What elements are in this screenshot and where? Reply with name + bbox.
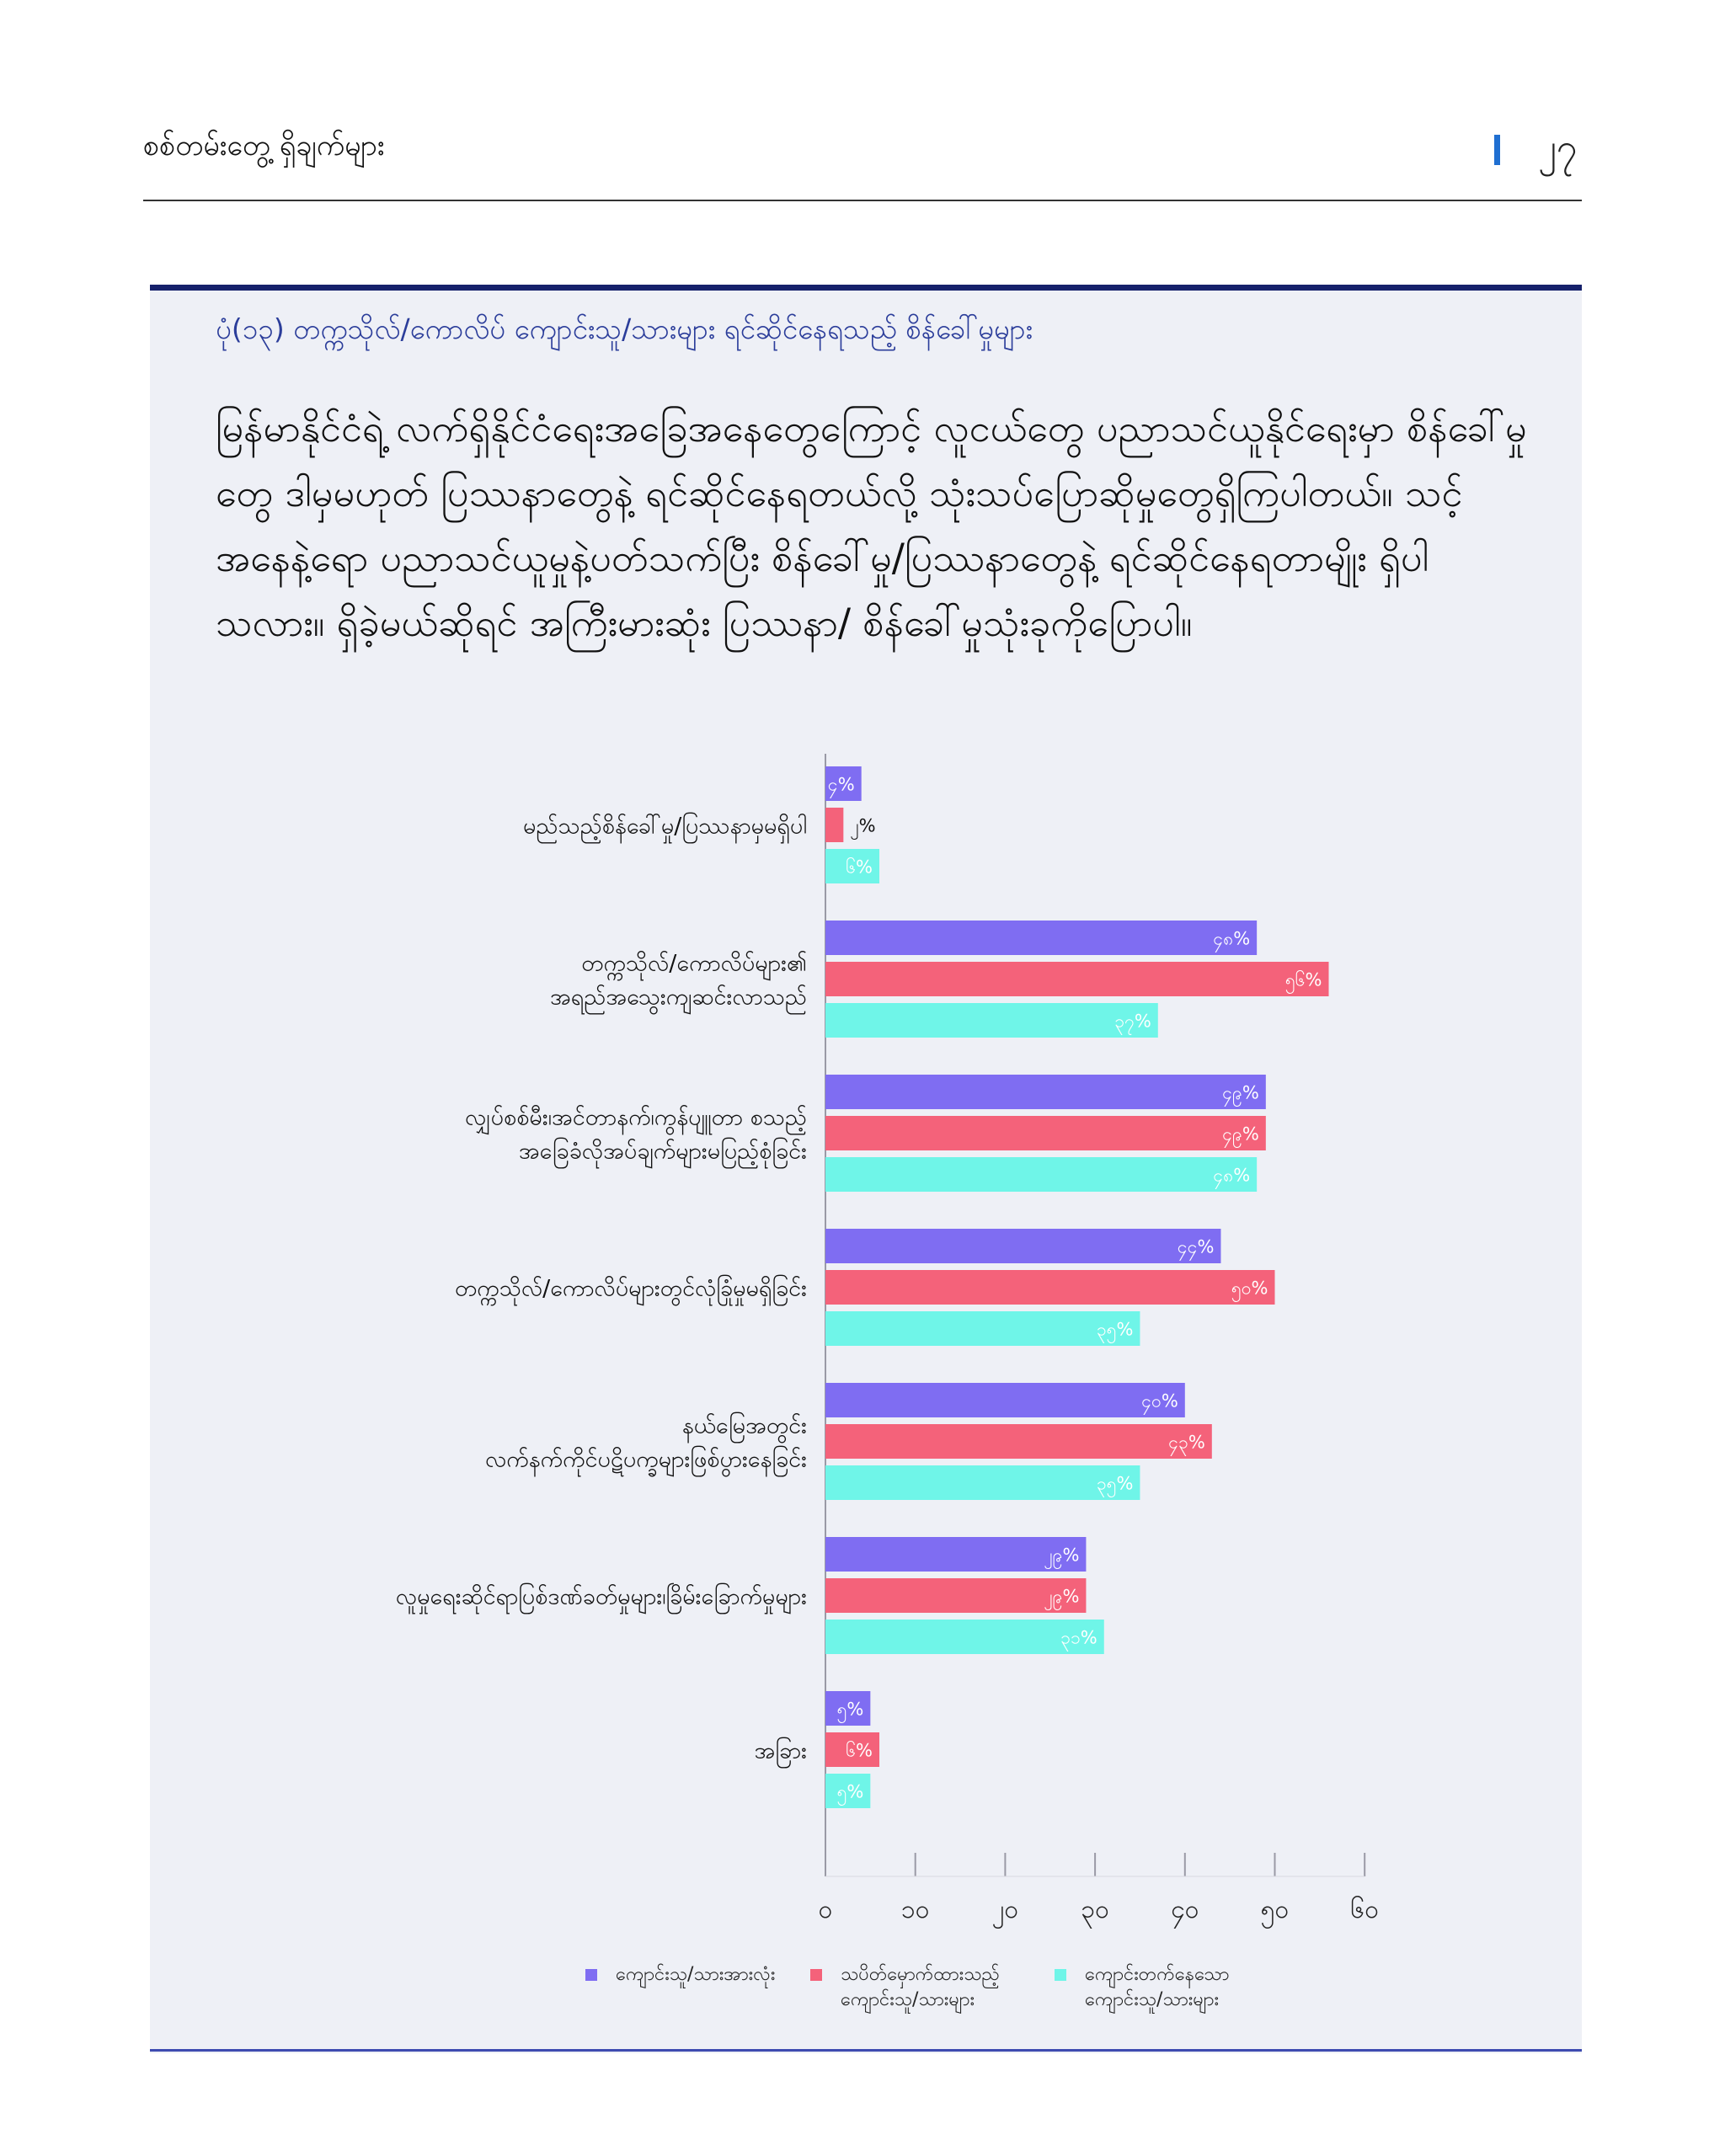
- bar-value-label: ၅%: [836, 1699, 864, 1720]
- bar-value-label: ၅၀%: [1231, 1278, 1268, 1299]
- bar-value-label: ၄၉%: [1222, 1082, 1259, 1103]
- bar-all-students: [825, 1383, 1185, 1417]
- bar-value-label: ၄၄%: [1177, 1236, 1215, 1257]
- bar-value-label: ၃၅%: [1096, 1473, 1134, 1494]
- legend-swatch-attending: [1055, 1969, 1066, 1981]
- bar-value-label: ၄၀%: [1141, 1390, 1178, 1412]
- figure-caption: ပုံ(၁၃) တက္ကသိုလ်/ကောလိပ် ကျောင်းသူ/သားများ ရင်ဆိုင်နေရသည့် စိန်ခေါ်မှုများ: [216, 312, 1033, 345]
- bar-strikers: [825, 1270, 1275, 1305]
- bar-strikers: [825, 962, 1329, 996]
- bar-value-label: ၅%: [836, 1781, 864, 1802]
- legend-swatch-strikers: [810, 1969, 822, 1981]
- category-label: အခြား: [754, 1737, 807, 1764]
- bar-value-label: ၃၇%: [1114, 1011, 1151, 1032]
- category-label: လျှပ်စစ်မီး၊အင်တာနက်၊ကွန်ပျူတာ စသည့်: [465, 1104, 807, 1131]
- section-title: စစ်တမ်းတွေ့ ရှိချက်များ: [143, 129, 385, 163]
- bar-value-label: ၄%: [827, 774, 855, 795]
- x-tick-label: ၆၀: [1350, 1895, 1380, 1924]
- bar-all-students: [825, 1229, 1220, 1263]
- bar-value-label: ၄၈%: [1213, 1165, 1251, 1186]
- x-tick-label: ၀: [818, 1895, 833, 1924]
- bar-value-label: ၂%: [850, 815, 876, 836]
- bar-value-label: ၄၈%: [1213, 928, 1251, 949]
- bar-value-label: ၆%: [846, 1740, 873, 1761]
- category-label: လက်နက်ကိုင်ပဋိပက္ခများဖြစ်ပွားနေခြင်း: [484, 1446, 807, 1473]
- bar-strikers: [825, 1116, 1266, 1150]
- category-label: မည်သည့်စိန်ခေါ်မှု/ပြဿနာမှမရှိပါ: [522, 813, 807, 840]
- legend-label-line: ကျောင်းသူ/သားအားလုံး: [616, 1964, 776, 1985]
- legend-label-line: ကျောင်းသူ/သားများ: [1085, 1989, 1220, 2010]
- bar-value-label: ၃၅%: [1096, 1319, 1134, 1340]
- legend-label-line: သပိတ်မှောက်ထားသည့်: [841, 1964, 1000, 1985]
- survey-question: မြန်မာနိုင်ငံရဲ့ လက်ရှိနိုင်ငံရေးအခြေအနေတွေကြောင့် လူငယ်တွေ ပညာသင်ယူနိုင်ရေးမှာ စိန်ခေါ်မှုတွေ ဒါမှမဟုတ် ပြဿနာတွေနဲ့ ရင်ဆိုင်နေရတယ်လို့ သုံးသပ်ပြောဆိုမှုတွေရှိကြပါတယ်။ သင့်အနေနဲ့ရော ပညာသင်ယူမှုနဲ့ပတ်သက်ပြီး စိန်ခေါ်မှု/ပြဿနာတွေနဲ့ ရင်ဆိုင်နေရတာမျိုး ရှိပါသလား။ ရှိခဲ့မယ်ဆိုရင် အကြီးမားဆုံး ပြဿနာ/ စိန်ခေါ်မှုသုံးခုကိုပြောပါ။: [216, 406, 1527, 645]
- bar-value-label: ၂၉%: [1044, 1545, 1080, 1566]
- legend-label-line: ကျောင်းသူ/သားများ: [841, 1989, 975, 2010]
- bar-all-students: [825, 1075, 1266, 1109]
- bar-attending: [825, 1311, 1140, 1346]
- category-label: အရည်အသွေးကျဆင်းလာသည်: [550, 984, 807, 1011]
- legend-swatch-all-students: [585, 1969, 597, 1981]
- bar-value-label: ၅၆%: [1284, 969, 1322, 990]
- legend-label-line: ကျောင်းတက်နေသော: [1085, 1964, 1230, 1985]
- x-tick-label: ၂၀: [991, 1895, 1019, 1924]
- category-label: တက္ကသိုလ်/ကောလိပ်များ၏: [581, 950, 807, 977]
- page-number: ၂၇: [1538, 126, 1578, 169]
- x-tick-label: ၁၀: [900, 1895, 930, 1924]
- bar-attending: [825, 1465, 1140, 1500]
- category-label: တက္ကသိုလ်/ကောလိပ်များတွင်လုံခြုံမှုမရှိခြင်း: [455, 1275, 807, 1302]
- bar-strikers: [825, 1424, 1212, 1459]
- bar-value-label: ၃၁%: [1060, 1627, 1097, 1648]
- category-label: နယ်မြေအတွင်း: [681, 1412, 807, 1439]
- bar-value-label: ၄၃%: [1168, 1432, 1205, 1453]
- bar-value-label: ၄၉%: [1222, 1123, 1259, 1145]
- bar-all-students: [825, 921, 1257, 955]
- x-tick-label: ၄၀: [1170, 1895, 1199, 1924]
- category-label: အခြေခံလိုအပ်ချက်များမပြည့်စုံခြင်း: [518, 1138, 807, 1165]
- category-label: လူမှုရေးဆိုင်ရာပြစ်ဒဏ်ခတ်မှုများ၊ခြိမ်းခြောက်မှုများ: [395, 1583, 807, 1610]
- bar-attending: [825, 1157, 1257, 1192]
- bar-value-label: ၆%: [846, 857, 873, 878]
- x-tick-label: ၅၀: [1260, 1895, 1290, 1924]
- bar-value-label: ၂၉%: [1044, 1586, 1080, 1607]
- x-tick-label: ၃၀: [1081, 1895, 1109, 1924]
- bar-attending: [825, 1003, 1158, 1038]
- bar-strikers: [825, 808, 843, 842]
